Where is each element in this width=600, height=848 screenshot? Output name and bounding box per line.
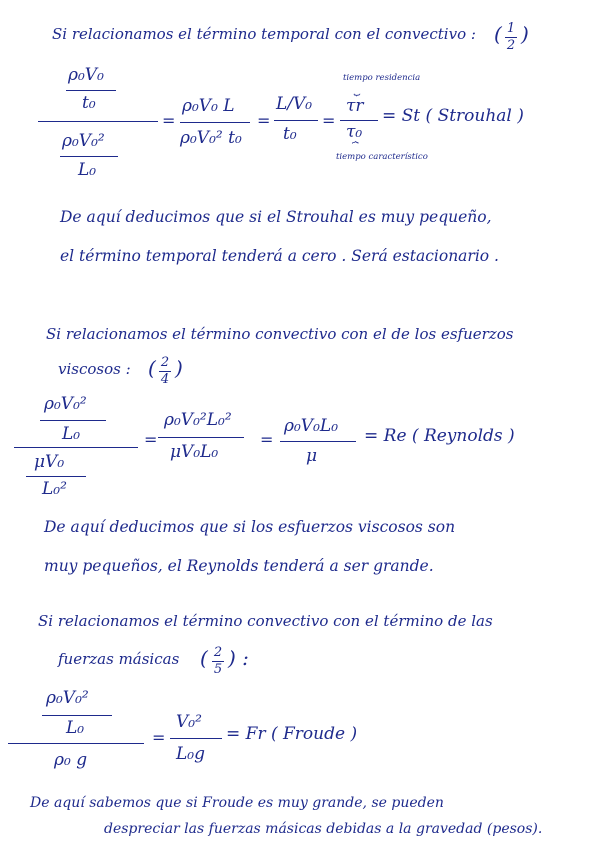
s1-equals-3: = (322, 111, 336, 130)
s1-frac-d-num: L/V₀ (276, 94, 313, 114)
s3-frac-a-num: ρ₀V₀² (46, 688, 89, 708)
s1-frac-e-den: τ₀ (346, 122, 363, 142)
s1-ratio-den: 2 (506, 37, 516, 53)
s3-ratio-den: 5 (213, 661, 223, 677)
s2-frac-a-den: L₀ (62, 424, 81, 444)
s2-ratio-den: 4 (160, 371, 170, 387)
s1-equals-1: = (162, 111, 176, 130)
s2-frac-d-num: ρ₀V₀L₀ (284, 416, 339, 436)
s2-frac-c-bar (158, 437, 244, 438)
s1-frac-b-den: L₀ (78, 160, 97, 180)
s3-ratio-num: 2 (213, 645, 223, 660)
s3-intro-1: Si relacionamos el término convectivo con el término de las (38, 612, 493, 630)
s1-ratio-num: 1 (506, 21, 516, 36)
s1-frac-e-bar (340, 120, 378, 121)
s1-ratio (505, 22, 517, 52)
s2-intro-2: viscosos : (58, 360, 131, 378)
s1-frac-a-den: t₀ (82, 93, 96, 113)
s1-brace-bottom: ⏞ (350, 141, 357, 154)
s1-main-bar (38, 121, 158, 122)
s3-ratio-close-paren: ) : (228, 646, 249, 670)
s2-frac-a-num: ρ₀V₀² (44, 394, 87, 414)
s1-ratio-close-paren: ) (521, 22, 529, 46)
s1-frac-d-den: t₀ (283, 124, 297, 144)
s3-result: = Fr ( Froude ) (226, 724, 358, 744)
s3-ratio (212, 646, 224, 676)
s3-main-bar (8, 743, 144, 744)
s3-frac-c-den: L₀g (176, 744, 205, 764)
s2-frac-b-den: L₀² (42, 479, 67, 499)
s3-ratio-open-paren: ( (200, 646, 208, 670)
s1-ratio-open-paren: ( (494, 22, 502, 46)
s2-frac-d-bar (280, 441, 356, 442)
s3-conclusion-1: De aquí sabemos que si Froude es muy grande, se pueden (30, 795, 444, 811)
s2-frac-a-bar (40, 420, 106, 421)
s3-frac-b: ρ₀ g (54, 750, 88, 770)
s2-conclusion-2: muy pequeños, el Reynolds tenderá a ser grande. (44, 557, 434, 575)
s2-frac-d-den: μ (306, 446, 318, 466)
s1-equals-2: = (257, 111, 271, 130)
s3-intro-2: fuerzas másicas (58, 650, 180, 668)
s1-brace-top: ⏟ (354, 83, 361, 96)
s2-equals-2: = (260, 430, 274, 449)
s1-frac-c-den: ρ₀V₀² t₀ (180, 128, 242, 148)
s3-conclusion-2: despreciar las fuerzas másicas debidas a la gravedad (pesos). (104, 821, 543, 837)
s3-frac-c-bar (170, 738, 222, 739)
s2-ratio-open-paren: ( (148, 356, 156, 380)
s1-frac-a-num: ρ₀V₀ (68, 65, 104, 85)
s2-ratio-num: 2 (160, 355, 170, 370)
s2-equals-1: = (144, 430, 158, 449)
s3-frac-c-num: V₀² (176, 712, 202, 732)
s1-conclusion-2: el término temporal tenderá a cero . Será estacionario . (60, 247, 499, 265)
s2-frac-b-bar (26, 476, 86, 477)
s3-frac-a-den: L₀ (66, 718, 85, 738)
s1-frac-b-num: ρ₀V₀² (62, 131, 105, 151)
s2-frac-c-num: ρ₀V₀²L₀² (164, 410, 232, 430)
s1-result: = St ( Strouhal ) (382, 106, 524, 126)
s2-intro-1: Si relacionamos el término convectivo con el de los esfuerzos (46, 325, 514, 343)
s1-frac-c-num: ρ₀V₀ L (182, 96, 235, 116)
s1-label-bottom: tiempo característico (336, 152, 428, 162)
s2-frac-b-num: μV₀ (34, 452, 65, 472)
s2-conclusion-1: De aquí deducimos que si los esfuerzos viscosos son (44, 518, 456, 536)
s1-intro: Si relacionamos el término temporal con el convectivo : (52, 25, 476, 43)
s2-ratio-close-paren: ) (175, 356, 183, 380)
s3-frac-a-bar (42, 715, 112, 716)
s1-frac-e-num: τr (346, 96, 364, 116)
s1-conclusion-1: De aquí deducimos que si el Strouhal es muy pequeño, (60, 208, 492, 226)
s2-ratio (159, 356, 171, 386)
s1-frac-c-bar (180, 122, 250, 123)
s1-frac-b-bar (60, 156, 118, 157)
s2-frac-c-den: μV₀L₀ (170, 442, 219, 462)
s1-frac-d-bar (274, 120, 318, 121)
s2-main-bar (14, 447, 138, 448)
s1-label-top: tiempo residencia (343, 73, 421, 83)
s1-frac-a-bar (66, 90, 116, 91)
s3-equals-1: = (152, 728, 166, 747)
s2-result: = Re ( Reynolds ) (364, 426, 515, 446)
